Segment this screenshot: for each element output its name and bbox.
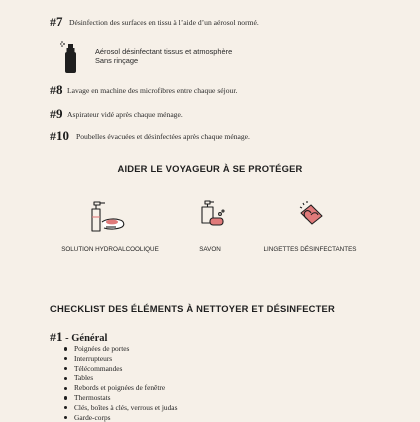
disinfectant-wipe-icon [298, 199, 326, 233]
spray-can-icon [60, 40, 80, 74]
hand-sanitizer-label: SOLUTION HYDROALCOOLIQUE [61, 246, 159, 253]
step-9-number: #9 [50, 106, 63, 121]
list-item: Rebords et poignées de fenêtre [62, 383, 177, 393]
step-7-number: #7 [50, 14, 63, 29]
step-8-number: #8 [50, 82, 63, 97]
list-item: Tables [62, 373, 177, 383]
soap-icon [198, 199, 226, 233]
product-line-2: Sans rinçage [95, 56, 139, 65]
list-item: Thermostats [62, 393, 177, 403]
list-item: Garde-corps [62, 413, 177, 422]
step-10-text: Poubelles évacuées et désinfectées après chaque ménage. [76, 132, 250, 141]
soap-label: SAVON [199, 246, 221, 253]
help-section-title: AIDER LE VOYAGEUR À SE PROTÉGER [117, 163, 303, 174]
step-7-text: Désinfection des surfaces en tissu à l’aide d’un aérosol normé. [69, 18, 259, 27]
wipes-label: LINGETTES DÉSINFECTANTES [263, 246, 357, 253]
product-description [95, 47, 232, 65]
step-9-text: Aspirateur vidé après chaque ménage. [67, 110, 183, 119]
list-item: Poignées de portes [62, 344, 177, 354]
category-general-heading: #1 - Général [50, 329, 108, 344]
list-item: Télécommandes [62, 364, 177, 374]
step-10-number: #10 [50, 128, 69, 143]
product-line-1: Aérosol désinfectant tissus et atmosphère [95, 47, 233, 56]
hand-sanitizer-icon [88, 200, 128, 234]
list-item: Clés, boîtes à clés, verrous et judas [62, 403, 177, 413]
general-items-list [62, 344, 177, 422]
list-item: Interrupteurs [62, 354, 177, 364]
step-8-text: Lavage en machine des microfibres entre chaque séjour. [67, 86, 238, 95]
checklist-title: CHECKLIST DES ÉLÉMENTS À NETTOYER ET DÉSINFECTER [50, 303, 335, 314]
